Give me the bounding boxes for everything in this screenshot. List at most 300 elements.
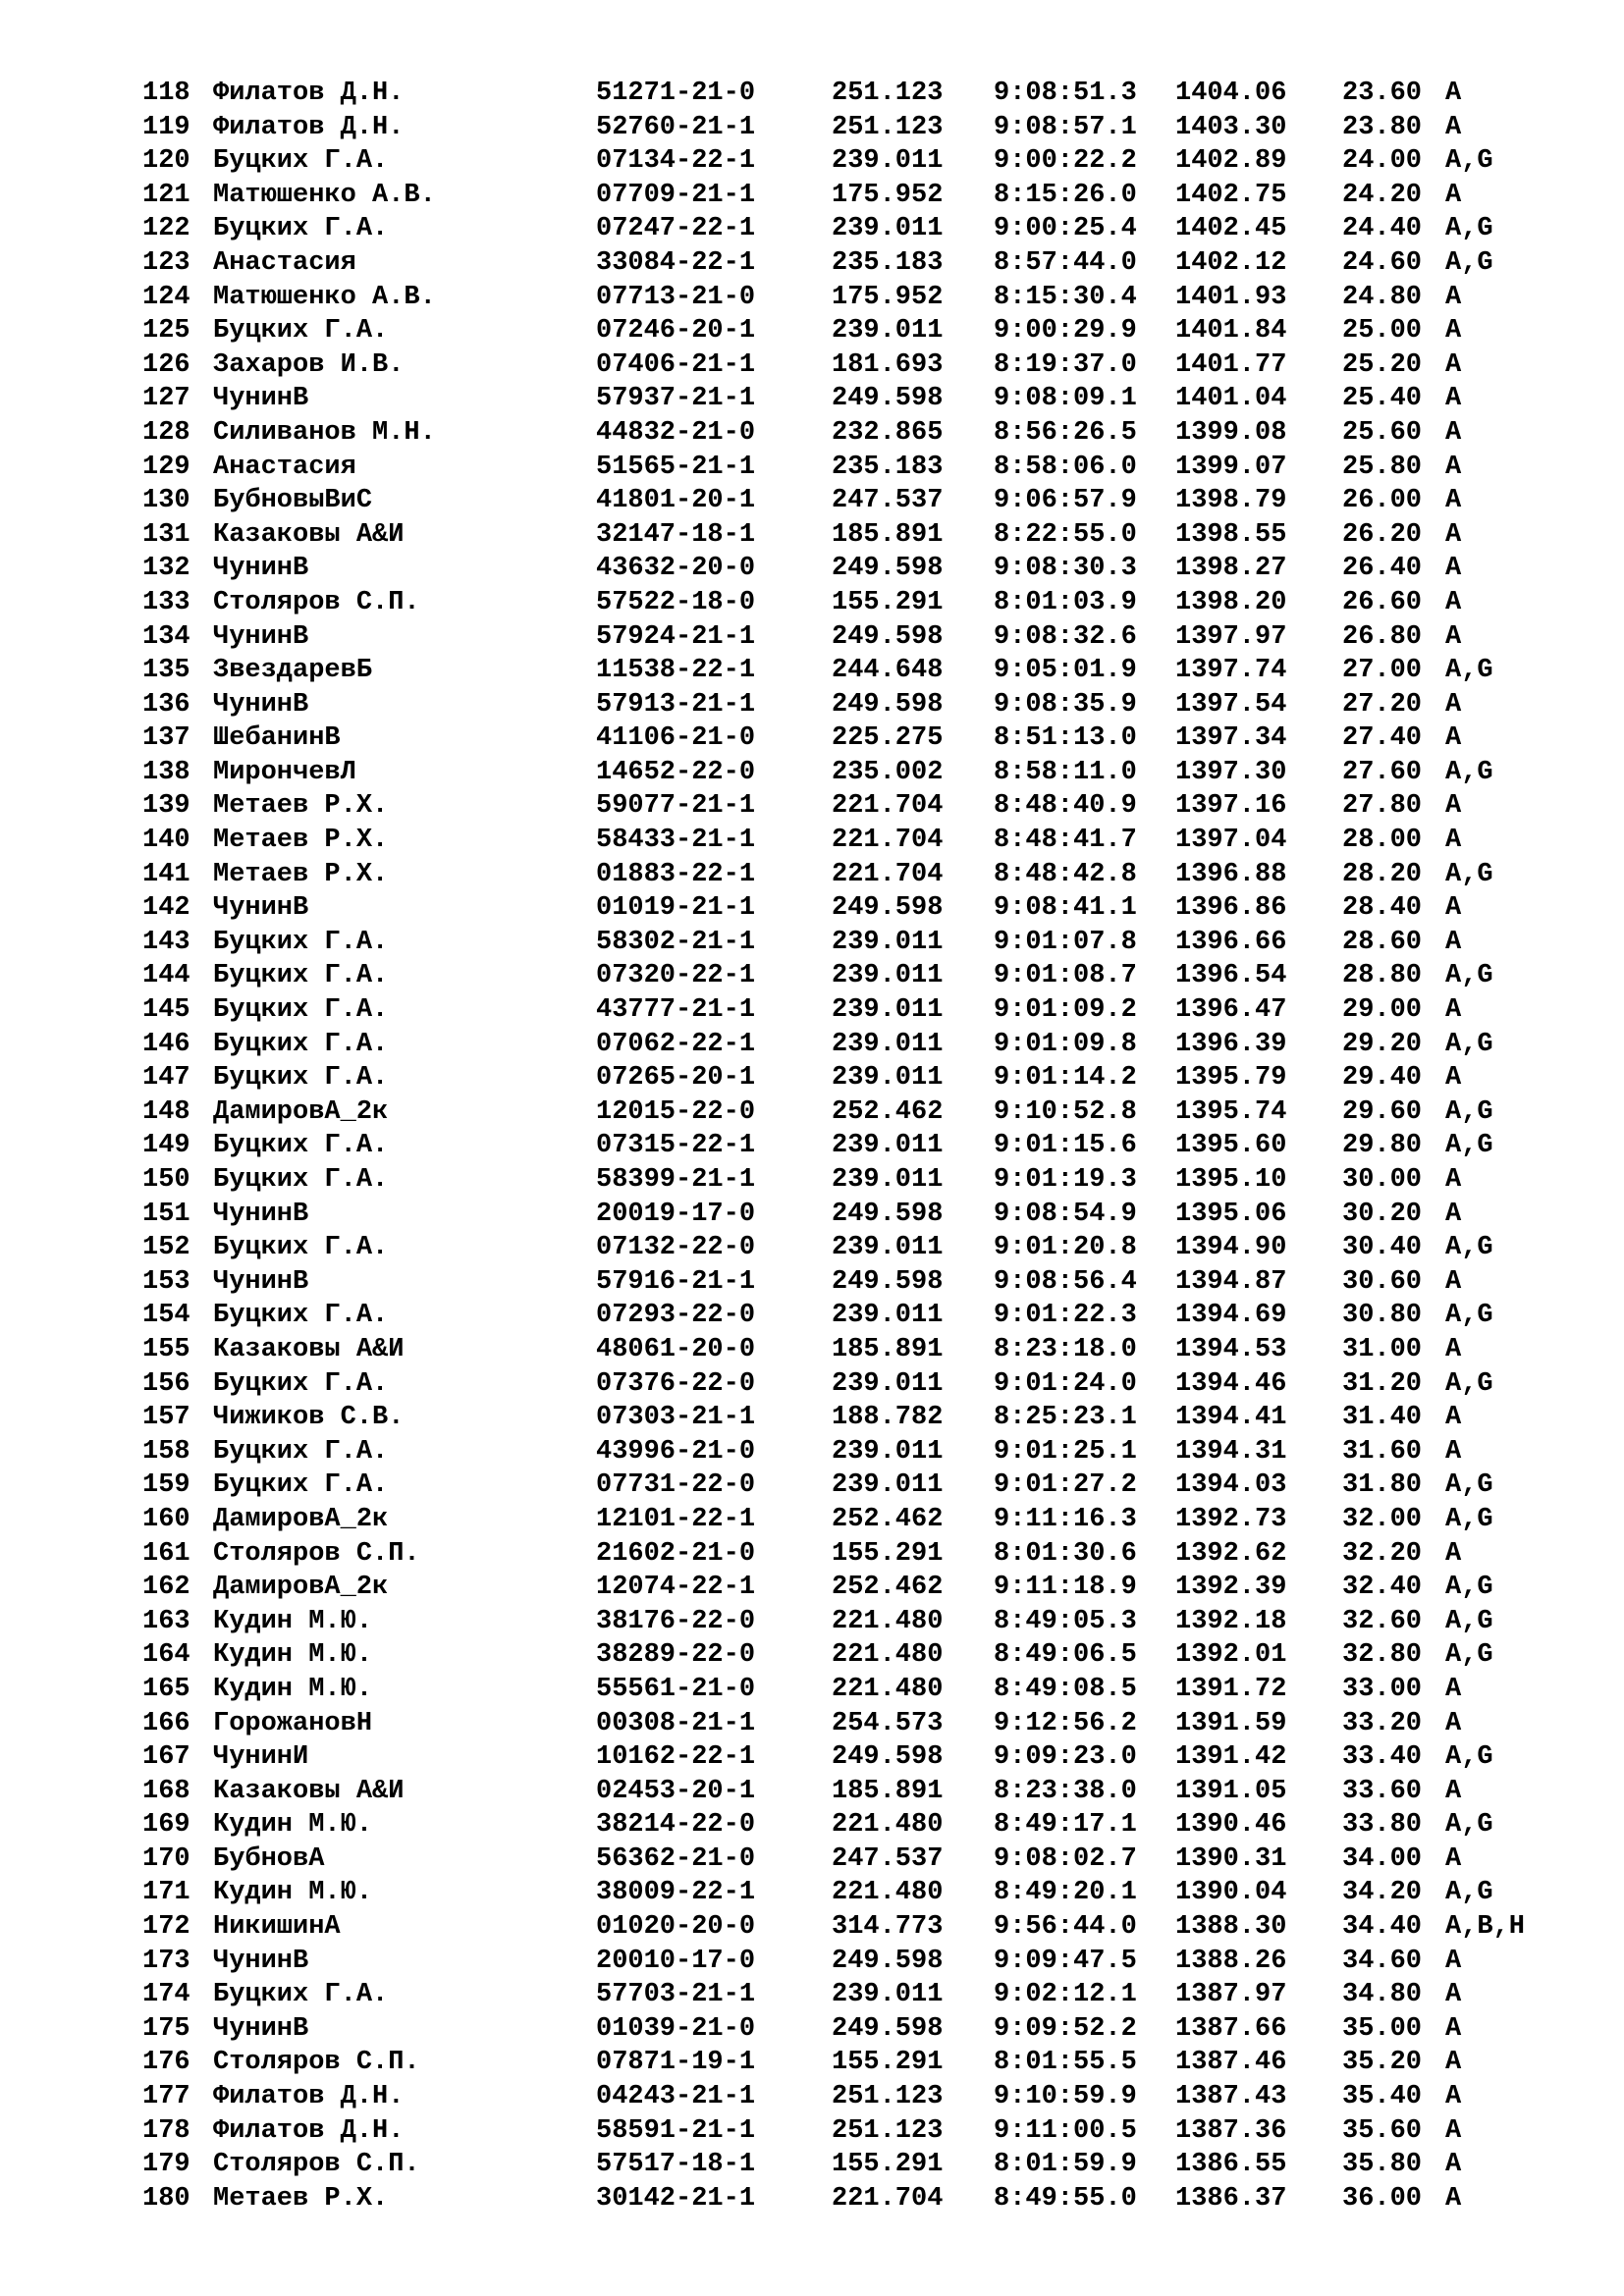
place-number: 147: [142, 1063, 190, 1094]
points: 26.40: [1342, 554, 1423, 584]
place-number: 136: [142, 689, 190, 720]
speed: 1386.55: [1175, 2150, 1287, 2180]
table-row: [142, 1061, 1596, 1095]
distance: 155.291: [832, 1538, 944, 1569]
speed: 1402.89: [1175, 146, 1287, 177]
table-row: [142, 1095, 1596, 1130]
speed: 1391.05: [1175, 1776, 1287, 1806]
distance: 249.598: [832, 893, 944, 924]
speed: 1391.72: [1175, 1674, 1287, 1704]
ring-number: 58591-21-1: [596, 2115, 756, 2146]
fancier-name: Буцких Г.А.: [213, 214, 389, 244]
place-number: 180: [142, 2183, 190, 2214]
speed: 1396.54: [1175, 961, 1287, 991]
fancier-name: БубновА: [213, 1843, 325, 1874]
points: 31.40: [1342, 1403, 1423, 1433]
speed: 1401.93: [1175, 282, 1287, 312]
place-number: 164: [142, 1640, 190, 1671]
ring-number: 12074-22-1: [596, 1573, 756, 1603]
fancier-name: Буцких Г.А.: [213, 1980, 389, 2010]
fancier-name: Кудин М.Ю.: [213, 1674, 373, 1704]
speed: 1401.04: [1175, 384, 1287, 414]
points: 26.20: [1342, 519, 1423, 550]
fancier-name: Филатов Д.Н.: [213, 79, 405, 108]
points: 31.20: [1342, 1368, 1423, 1399]
fancier-name: Метаев Р.Х.: [213, 826, 389, 856]
place-number: 137: [142, 723, 190, 754]
distance: 221.480: [832, 1810, 944, 1841]
points: 33.00: [1342, 1674, 1423, 1704]
arrival-time: 9:01:07.8: [994, 927, 1137, 957]
ring-number: 14652-22-0: [596, 757, 756, 787]
distance: 249.598: [832, 689, 944, 720]
table-row: [142, 721, 1596, 756]
ring-number: 57522-18-0: [596, 587, 756, 617]
fancier-name: ЗвездаревБ: [213, 656, 373, 686]
fancier-name: Казаковы А&И: [213, 519, 405, 550]
points: 35.00: [1342, 2013, 1423, 2044]
fancier-name: Казаковы А&И: [213, 1334, 405, 1364]
table-row: [142, 959, 1596, 993]
flags: A: [1445, 621, 1462, 652]
speed: 1395.60: [1175, 1131, 1287, 1161]
flags: A: [1445, 1403, 1462, 1433]
place-number: 173: [142, 1946, 190, 1976]
distance: 314.773: [832, 1912, 944, 1943]
points: 30.00: [1342, 1165, 1423, 1195]
place-number: 145: [142, 995, 190, 1026]
place-number: 130: [142, 486, 190, 516]
flags: A: [1445, 1980, 1462, 2010]
speed: 1397.54: [1175, 689, 1287, 720]
fancier-name: Буцких Г.А.: [213, 1470, 389, 1501]
fancier-name: ЧунинИ: [213, 1742, 309, 1773]
arrival-time: 9:02:12.1: [994, 1980, 1137, 2010]
distance: 249.598: [832, 2013, 944, 2044]
table-row: [142, 1163, 1596, 1198]
place-number: 160: [142, 1504, 190, 1534]
place-number: 169: [142, 1810, 190, 1841]
arrival-time: 9:08:30.3: [994, 554, 1137, 584]
flags: A,B,H: [1445, 1912, 1526, 1943]
points: 28.20: [1342, 859, 1423, 889]
arrival-time: 8:23:38.0: [994, 1776, 1137, 1806]
points: 26.00: [1342, 486, 1423, 516]
place-number: 128: [142, 417, 190, 448]
arrival-time: 8:48:41.7: [994, 826, 1137, 856]
arrival-time: 9:10:59.9: [994, 2082, 1137, 2112]
table-row: [142, 1231, 1596, 1265]
fancier-name: Буцких Г.А.: [213, 1436, 389, 1467]
table-row: [142, 2148, 1596, 2182]
table-row: [142, 1367, 1596, 1402]
flags: A: [1445, 2048, 1462, 2078]
fancier-name: ДамировА_2к: [213, 1096, 389, 1127]
ring-number: 38176-22-0: [596, 1606, 756, 1636]
ring-number: 07376-22-0: [596, 1368, 756, 1399]
ring-number: 01039-21-0: [596, 2013, 756, 2044]
distance: 239.011: [832, 1165, 944, 1195]
table-row: [142, 1401, 1596, 1435]
arrival-time: 9:08:54.9: [994, 1199, 1137, 1229]
points: 25.80: [1342, 452, 1423, 482]
distance: 252.462: [832, 1096, 944, 1127]
flags: A: [1445, 2183, 1462, 2214]
points: 27.20: [1342, 689, 1423, 720]
ring-number: 07293-22-0: [596, 1301, 756, 1331]
flags: A,G: [1445, 656, 1493, 686]
table-row: [142, 518, 1596, 553]
points: 27.80: [1342, 791, 1423, 822]
fancier-name: ЧунинВ: [213, 621, 309, 652]
ring-number: 57937-21-1: [596, 384, 756, 414]
distance: 221.480: [832, 1674, 944, 1704]
ring-number: 07320-22-1: [596, 961, 756, 991]
flags: A,G: [1445, 247, 1493, 278]
arrival-time: 9:01:09.8: [994, 1029, 1137, 1059]
speed: 1396.86: [1175, 893, 1287, 924]
table-row: [142, 416, 1596, 451]
place-number: 134: [142, 621, 190, 652]
points: 28.40: [1342, 893, 1423, 924]
distance: 175.952: [832, 180, 944, 210]
distance: 175.952: [832, 282, 944, 312]
points: 33.80: [1342, 1810, 1423, 1841]
table-row: [142, 1503, 1596, 1537]
distance: 249.598: [832, 621, 944, 652]
speed: 1392.39: [1175, 1573, 1287, 1603]
arrival-time: 9:01:19.3: [994, 1165, 1137, 1195]
arrival-time: 8:51:13.0: [994, 723, 1137, 754]
points: 34.20: [1342, 1878, 1423, 1908]
points: 25.40: [1342, 384, 1423, 414]
table-row: [142, 212, 1596, 246]
table-row: [142, 620, 1596, 655]
flags: A,G: [1445, 1131, 1493, 1161]
distance: 254.573: [832, 1708, 944, 1738]
points: 28.80: [1342, 961, 1423, 991]
points: 36.00: [1342, 2183, 1423, 2214]
arrival-time: 9:08:32.6: [994, 621, 1137, 652]
arrival-time: 8:49:05.3: [994, 1606, 1137, 1636]
speed: 1388.26: [1175, 1946, 1287, 1976]
flags: A: [1445, 112, 1462, 142]
distance: 239.011: [832, 1368, 944, 1399]
flags: A: [1445, 349, 1462, 380]
distance: 239.011: [832, 995, 944, 1026]
speed: 1398.55: [1175, 519, 1287, 550]
flags: A: [1445, 1266, 1462, 1297]
ring-number: 58433-21-1: [596, 826, 756, 856]
distance: 235.183: [832, 247, 944, 278]
fancier-name: ДамировА_2к: [213, 1573, 389, 1603]
arrival-time: 9:00:25.4: [994, 214, 1137, 244]
place-number: 138: [142, 757, 190, 787]
arrival-time: 8:56:26.5: [994, 417, 1137, 448]
distance: 221.480: [832, 1606, 944, 1636]
arrival-time: 8:49:06.5: [994, 1640, 1137, 1671]
speed: 1394.31: [1175, 1436, 1287, 1467]
flags: A: [1445, 791, 1462, 822]
place-number: 174: [142, 1980, 190, 2010]
speed: 1401.77: [1175, 349, 1287, 380]
flags: A: [1445, 2082, 1462, 2112]
distance: 249.598: [832, 1199, 944, 1229]
arrival-time: 9:01:08.7: [994, 961, 1137, 991]
table-row: [142, 2080, 1596, 2114]
fancier-name: Буцких Г.А.: [213, 1368, 389, 1399]
points: 32.80: [1342, 1640, 1423, 1671]
speed: 1394.41: [1175, 1403, 1287, 1433]
distance: 239.011: [832, 1063, 944, 1094]
points: 28.00: [1342, 826, 1423, 856]
distance: 249.598: [832, 554, 944, 584]
arrival-time: 9:08:35.9: [994, 689, 1137, 720]
flags: A,G: [1445, 961, 1493, 991]
speed: 1392.18: [1175, 1606, 1287, 1636]
fancier-name: Столяров С.П.: [213, 2048, 420, 2078]
speed: 1394.03: [1175, 1470, 1287, 1501]
table-row: [142, 1673, 1596, 1707]
place-number: 172: [142, 1912, 190, 1943]
fancier-name: Буцких Г.А.: [213, 316, 389, 347]
place-number: 129: [142, 452, 190, 482]
table-row: [142, 281, 1596, 315]
points: 24.40: [1342, 214, 1423, 244]
arrival-time: 8:57:44.0: [994, 247, 1137, 278]
distance: 252.462: [832, 1573, 944, 1603]
flags: A,G: [1445, 757, 1493, 787]
fancier-name: Казаковы А&И: [213, 1776, 405, 1806]
arrival-time: 9:01:20.8: [994, 1233, 1137, 1263]
place-number: 126: [142, 349, 190, 380]
arrival-time: 9:10:52.8: [994, 1096, 1137, 1127]
points: 35.80: [1342, 2150, 1423, 2180]
points: 31.60: [1342, 1436, 1423, 1467]
speed: 1398.27: [1175, 554, 1287, 584]
arrival-time: 8:49:20.1: [994, 1878, 1137, 1908]
flags: A: [1445, 1165, 1462, 1195]
fancier-name: ГорожановН: [213, 1708, 373, 1738]
ring-number: 07247-22-1: [596, 214, 756, 244]
place-number: 155: [142, 1334, 190, 1364]
ring-number: 57924-21-1: [596, 621, 756, 652]
arrival-time: 9:56:44.0: [994, 1912, 1137, 1943]
flags: A: [1445, 554, 1462, 584]
speed: 1401.84: [1175, 316, 1287, 347]
fancier-name: Кудин М.Ю.: [213, 1606, 373, 1636]
distance: 221.480: [832, 1640, 944, 1671]
points: 30.40: [1342, 1233, 1423, 1263]
distance: 247.537: [832, 486, 944, 516]
distance: 221.704: [832, 826, 944, 856]
arrival-time: 8:19:37.0: [994, 349, 1137, 380]
points: 24.60: [1342, 247, 1423, 278]
points: 27.60: [1342, 757, 1423, 787]
speed: 1397.34: [1175, 723, 1287, 754]
ring-number: 07406-21-1: [596, 349, 756, 380]
place-number: 178: [142, 2115, 190, 2146]
points: 30.20: [1342, 1199, 1423, 1229]
ring-number: 07871-19-1: [596, 2048, 756, 2078]
arrival-time: 9:08:56.4: [994, 1266, 1137, 1297]
flags: A: [1445, 316, 1462, 347]
flags: A: [1445, 1843, 1462, 1874]
place-number: 118: [142, 79, 190, 108]
fancier-name: Метаев Р.Х.: [213, 859, 389, 889]
flags: A,G: [1445, 1742, 1493, 1773]
fancier-name: Буцких Г.А.: [213, 1029, 389, 1059]
ring-number: 38214-22-0: [596, 1810, 756, 1841]
flags: A,G: [1445, 1096, 1493, 1127]
place-number: 121: [142, 180, 190, 210]
points: 30.60: [1342, 1266, 1423, 1297]
speed: 1396.39: [1175, 1029, 1287, 1059]
speed: 1387.66: [1175, 2013, 1287, 2044]
distance: 239.011: [832, 1470, 944, 1501]
arrival-time: 9:11:00.5: [994, 2115, 1137, 2146]
place-number: 159: [142, 1470, 190, 1501]
table-row: [142, 1605, 1596, 1639]
speed: 1398.20: [1175, 587, 1287, 617]
points: 32.00: [1342, 1504, 1423, 1534]
ring-number: 10162-22-1: [596, 1742, 756, 1773]
speed: 1392.73: [1175, 1504, 1287, 1534]
ring-number: 12101-22-1: [596, 1504, 756, 1534]
distance: 252.462: [832, 1504, 944, 1534]
fancier-name: ЧунинВ: [213, 893, 309, 924]
arrival-time: 8:22:55.0: [994, 519, 1137, 550]
distance: 239.011: [832, 1301, 944, 1331]
place-number: 139: [142, 791, 190, 822]
speed: 1397.04: [1175, 826, 1287, 856]
flags: A: [1445, 2013, 1462, 2044]
speed: 1390.31: [1175, 1843, 1287, 1874]
speed: 1397.74: [1175, 656, 1287, 686]
distance: 221.704: [832, 859, 944, 889]
arrival-time: 8:49:55.0: [994, 2183, 1137, 2214]
table-row: [142, 1129, 1596, 1163]
fancier-name: ЧунинВ: [213, 689, 309, 720]
table-row: [142, 246, 1596, 281]
distance: 181.693: [832, 349, 944, 380]
table-row: [142, 2182, 1596, 2216]
points: 35.40: [1342, 2082, 1423, 2112]
place-number: 122: [142, 214, 190, 244]
fancier-name: Буцких Г.А.: [213, 1233, 389, 1263]
table-row: [142, 1876, 1596, 1910]
place-number: 152: [142, 1233, 190, 1263]
arrival-time: 9:06:57.9: [994, 486, 1137, 516]
place-number: 124: [142, 282, 190, 312]
ring-number: 44832-21-0: [596, 417, 756, 448]
place-number: 158: [142, 1436, 190, 1467]
fancier-name: БубновыВиС: [213, 486, 373, 516]
ring-number: 07315-22-1: [596, 1131, 756, 1161]
place-number: 149: [142, 1131, 190, 1161]
flags: A: [1445, 417, 1462, 448]
speed: 1394.53: [1175, 1334, 1287, 1364]
points: 32.20: [1342, 1538, 1423, 1569]
speed: 1399.08: [1175, 417, 1287, 448]
points: 29.40: [1342, 1063, 1423, 1094]
ring-number: 55561-21-0: [596, 1674, 756, 1704]
points: 26.60: [1342, 587, 1423, 617]
table-row: [142, 552, 1596, 586]
distance: 239.011: [832, 214, 944, 244]
points: 35.60: [1342, 2115, 1423, 2146]
ring-number: 57703-21-1: [596, 1980, 756, 2010]
table-row: [142, 1775, 1596, 1809]
place-number: 144: [142, 961, 190, 991]
fancier-name: Буцких Г.А.: [213, 927, 389, 957]
flags: A: [1445, 2150, 1462, 2180]
flags: A: [1445, 927, 1462, 957]
flags: A,G: [1445, 1233, 1493, 1263]
flags: A: [1445, 1334, 1462, 1364]
distance: 239.011: [832, 1980, 944, 2010]
flags: A: [1445, 1776, 1462, 1806]
ring-number: 07134-22-1: [596, 146, 756, 177]
ring-number: 33084-22-1: [596, 247, 756, 278]
points: 34.00: [1342, 1843, 1423, 1874]
fancier-name: Столяров С.П.: [213, 2150, 420, 2180]
speed: 1386.37: [1175, 2183, 1287, 2214]
flags: A: [1445, 519, 1462, 550]
ring-number: 07062-22-1: [596, 1029, 756, 1059]
ring-number: 57517-18-1: [596, 2150, 756, 2180]
fancier-name: Захаров И.В.: [213, 349, 405, 380]
points: 27.00: [1342, 656, 1423, 686]
flags: A,G: [1445, 1368, 1493, 1399]
arrival-time: 8:15:26.0: [994, 180, 1137, 210]
flags: A,G: [1445, 1573, 1493, 1603]
speed: 1395.79: [1175, 1063, 1287, 1094]
speed: 1397.16: [1175, 791, 1287, 822]
points: 25.60: [1342, 417, 1423, 448]
ring-number: 07709-21-1: [596, 180, 756, 210]
table-row: [142, 1198, 1596, 1232]
arrival-time: 8:25:23.1: [994, 1403, 1137, 1433]
fancier-name: НикишинА: [213, 1912, 341, 1943]
place-number: 123: [142, 247, 190, 278]
distance: 155.291: [832, 2048, 944, 2078]
distance: 251.123: [832, 112, 944, 142]
place-number: 119: [142, 112, 190, 142]
flags: A,G: [1445, 1640, 1493, 1671]
ring-number: 01019-21-1: [596, 893, 756, 924]
table-row: [142, 586, 1596, 620]
arrival-time: 8:58:11.0: [994, 757, 1137, 787]
fancier-name: ЧунинВ: [213, 1199, 309, 1229]
points: 35.20: [1342, 2048, 1423, 2078]
speed: 1399.07: [1175, 452, 1287, 482]
table-row: [142, 1910, 1596, 1945]
points: 34.40: [1342, 1912, 1423, 1943]
place-number: 132: [142, 554, 190, 584]
fancier-name: Анастасия: [213, 247, 356, 278]
flags: A,G: [1445, 214, 1493, 244]
arrival-time: 8:23:18.0: [994, 1334, 1137, 1364]
fancier-name: Метаев Р.Х.: [213, 2183, 389, 2214]
table-row: [142, 1571, 1596, 1605]
ring-number: 21602-21-0: [596, 1538, 756, 1569]
arrival-time: 9:08:02.7: [994, 1843, 1137, 1874]
table-row: [142, 1842, 1596, 1877]
table-row: [142, 77, 1596, 111]
place-number: 131: [142, 519, 190, 550]
flags: A: [1445, 1708, 1462, 1738]
